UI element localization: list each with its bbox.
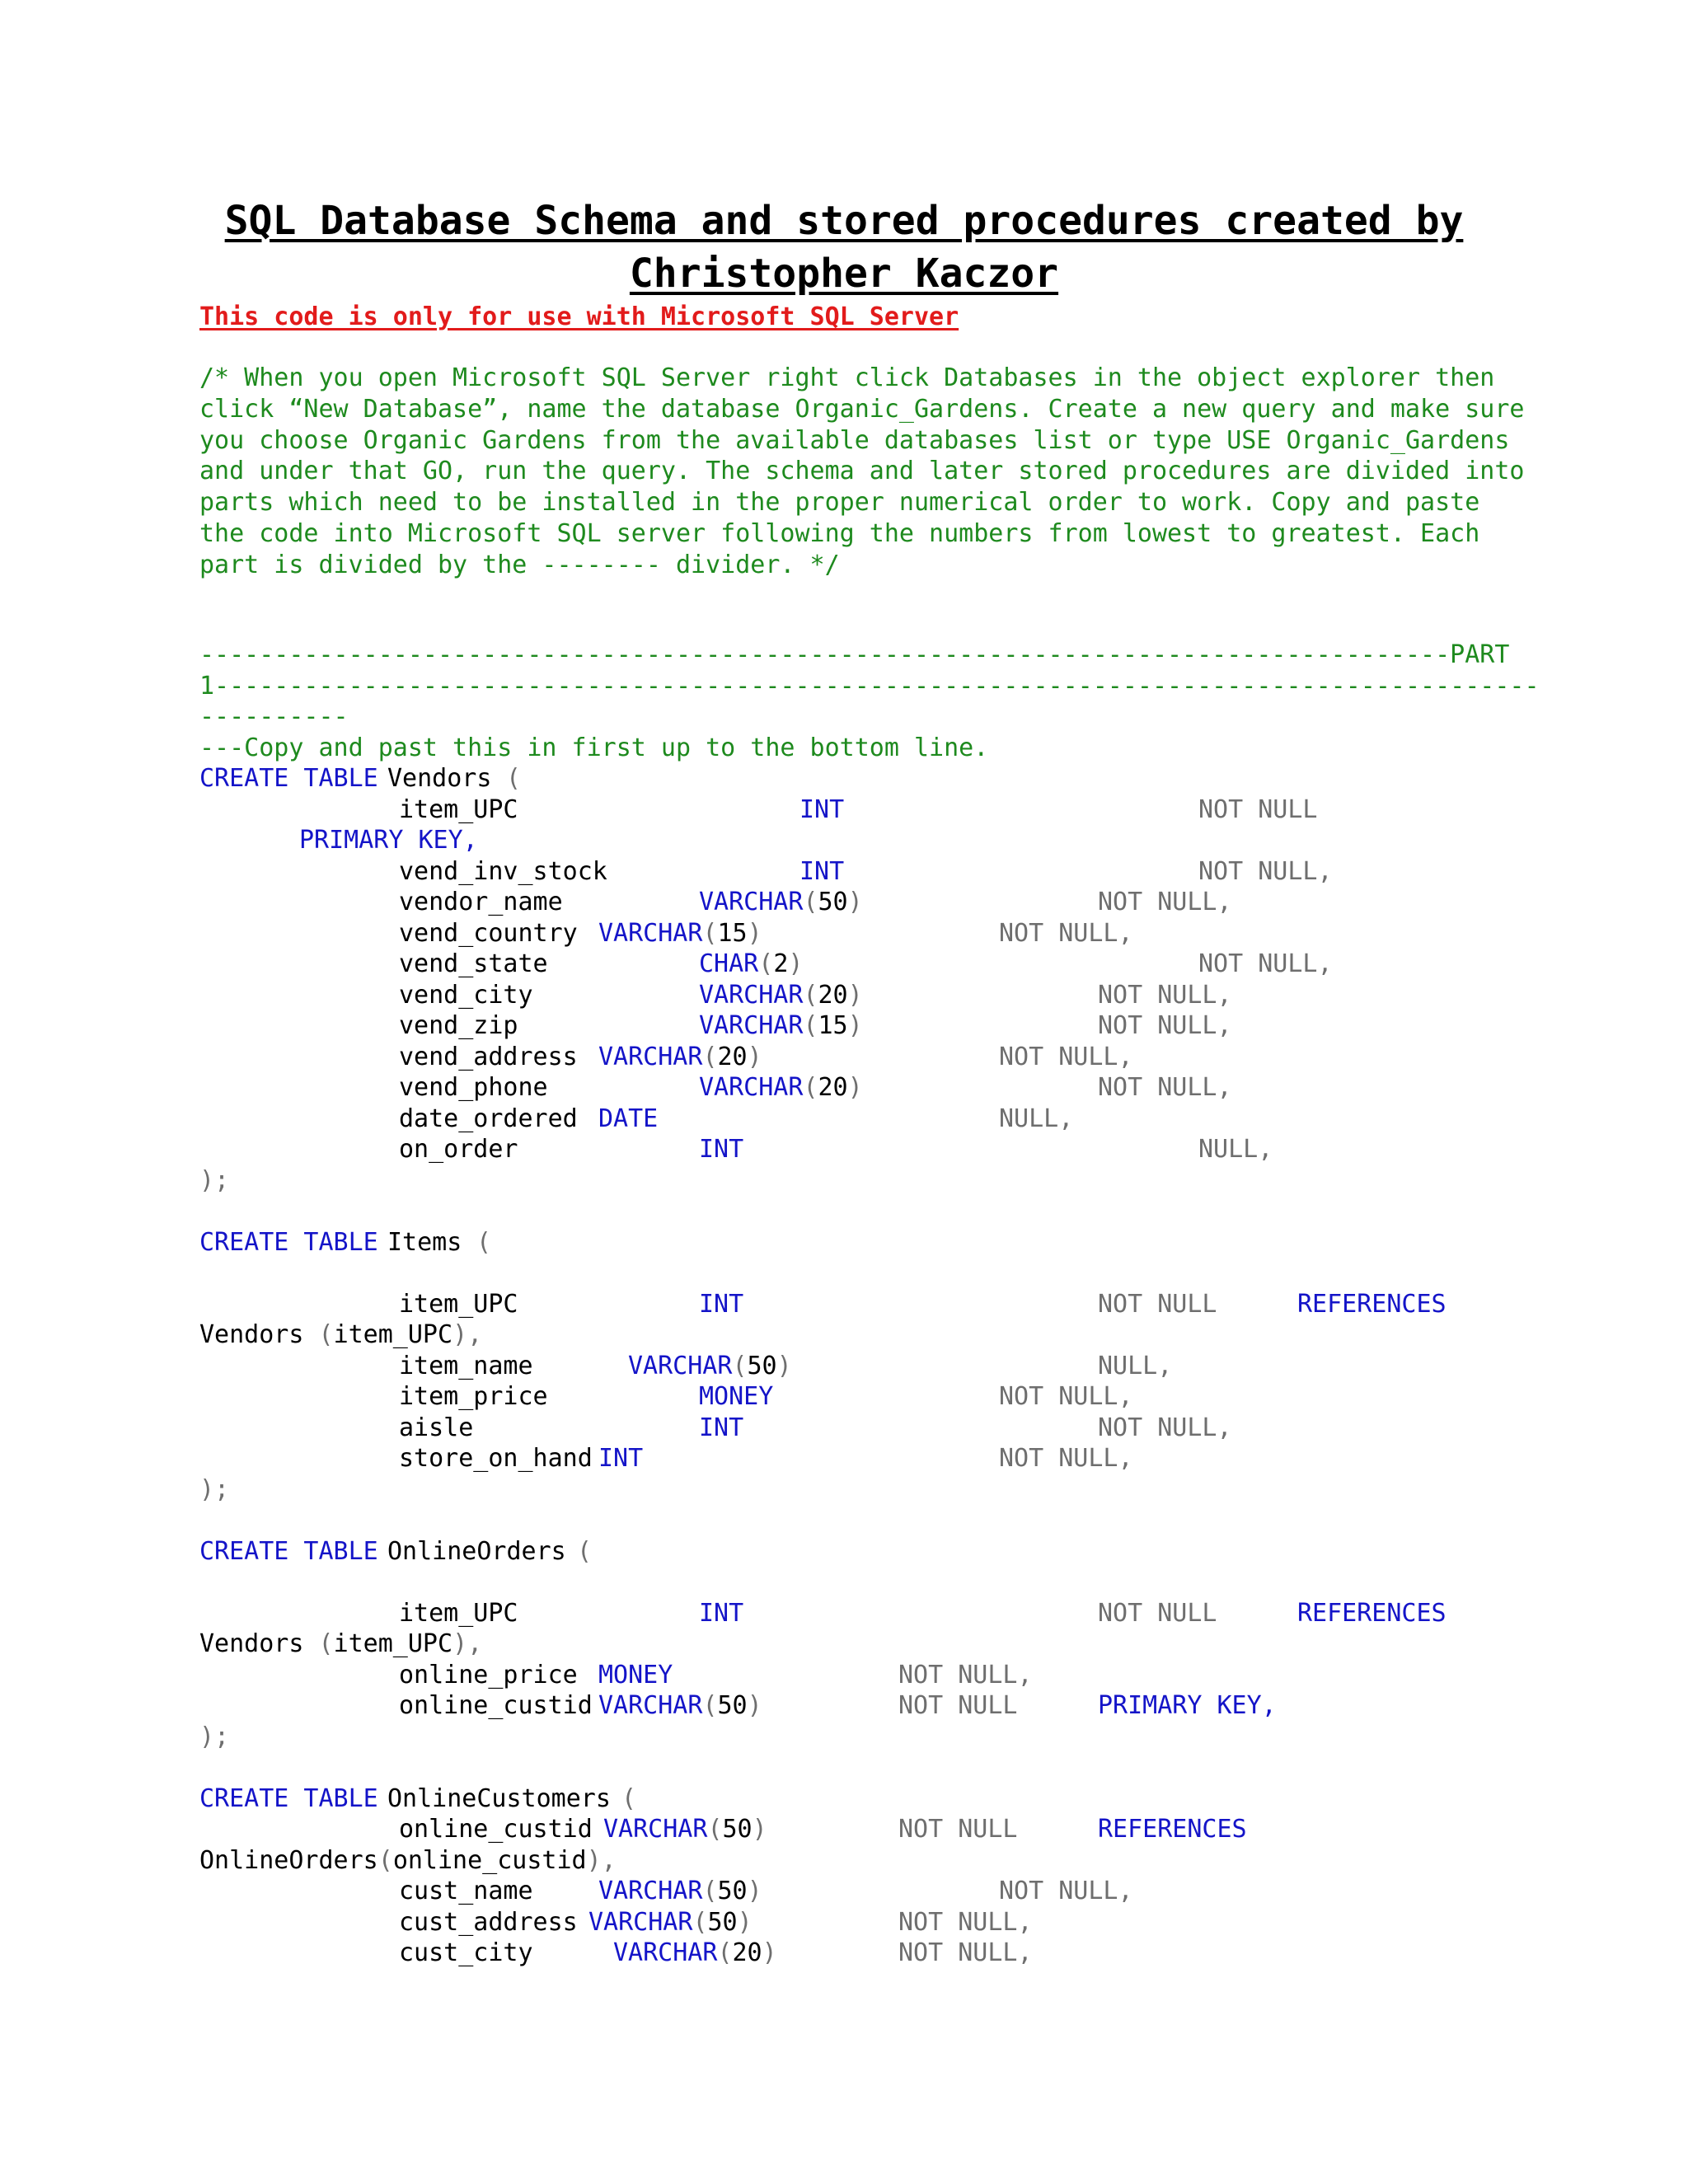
column-row: online_custid VARCHAR(50) NOT NULL REFERENCES (399, 1815, 1247, 1844)
column-row: item_name VARCHAR(50) NULL, (399, 1351, 1173, 1380)
column-name: vend_state (399, 949, 548, 978)
comment-line: /* When you open Microsoft SQL Server right click Databases in the object explorer then (199, 363, 1495, 392)
column-type: VARCHAR (699, 1073, 804, 1102)
column-type: VARCHAR (699, 888, 804, 916)
column-row (199, 1598, 1518, 1629)
column-name: online_custid (399, 1691, 593, 1720)
null-constraint: NOT NULL, (1198, 949, 1333, 978)
create-table-online-customers (199, 1783, 1518, 1815)
references-keyword: REFERENCES (1098, 1815, 1247, 1844)
column-name: vend_address (399, 1042, 578, 1071)
paren: ( (621, 1783, 637, 1813)
table-name: Vendors (387, 764, 492, 793)
part-divider: 1----------------------------------------------------------------------------------------- (199, 671, 1540, 701)
column-row: vend_phone VARCHAR(20) NOT NULL, (399, 1073, 1232, 1102)
null-constraint: NOT NULL, (999, 1042, 1133, 1071)
column-row: vend_state CHAR(2) NOT NULL, (399, 949, 1333, 978)
column-row (199, 1413, 1518, 1444)
column-name: item_price (399, 1382, 548, 1411)
keyword: CREATE TABLE (199, 1227, 378, 1257)
paren: ( (506, 764, 522, 793)
column-row (199, 1289, 1518, 1320)
keyword: CREATE TABLE (199, 764, 378, 793)
paren: ( (577, 1536, 593, 1566)
column-row (199, 794, 1518, 826)
column-name: item_UPC (399, 1598, 518, 1628)
part-divider: ---------- (199, 702, 349, 731)
table-name: OnlineOrders (387, 1536, 566, 1566)
column-row: Vendors (item_UPC), (199, 1320, 483, 1349)
column-row: cust_address VARCHAR(50) NOT NULL, (399, 1907, 1033, 1937)
comment-line: click “New Database”, name the database Organic_Gardens. Create a new query and make sure (199, 394, 1525, 424)
column-type: VARCHAR (598, 1691, 703, 1720)
column-name: vend_city (399, 980, 533, 1010)
create-table-online-orders (199, 1536, 1518, 1568)
column-row: vend_zip VARCHAR(15) NOT NULL, (399, 1011, 1232, 1040)
sql-code-block (199, 640, 1540, 1969)
primary-key: PRIMARY KEY, (1098, 1691, 1277, 1720)
reference-table: OnlineOrders (199, 1845, 378, 1875)
null-constraint: NOT NULL, (898, 1660, 1033, 1690)
column-row (199, 1134, 1518, 1165)
column-name: online_custid (399, 1815, 593, 1844)
null-constraint: NULL, (1198, 1135, 1273, 1164)
references-keyword: REFERENCES (1297, 1289, 1447, 1319)
column-name: vendor_name (399, 888, 563, 916)
column-type: VARCHAR (699, 1011, 804, 1040)
column-row (199, 1104, 1518, 1135)
column-name: item_name (399, 1351, 533, 1380)
column-type: INT (799, 794, 845, 824)
null-constraint: NOT NULL, (999, 1382, 1133, 1411)
null-constraint: NOT NULL, (1098, 980, 1232, 1010)
column-row: vend_country VARCHAR(15) NOT NULL, (399, 918, 1133, 948)
column-type: INT (699, 1135, 744, 1164)
null-constraint: NOT NULL, (999, 1877, 1133, 1905)
column-type: DATE (598, 1104, 659, 1133)
column-type: MONEY (598, 1660, 673, 1690)
column-row (199, 1381, 1518, 1413)
column-row (199, 1443, 1518, 1474)
reference-table: Vendors (199, 1629, 304, 1658)
null-constraint: NOT NULL (1198, 794, 1318, 824)
paren: ( (476, 1227, 492, 1257)
null-constraint: NOT NULL, (898, 1938, 1033, 1967)
comment-line: you choose Organic Gardens from the available databases list or type USE Organic_Gardens (199, 425, 1510, 455)
column-type: VARCHAR (613, 1938, 718, 1967)
column-type: VARCHAR (628, 1351, 733, 1380)
column-row: cust_name VARCHAR(50) NOT NULL, (399, 1877, 1133, 1905)
comment-line: the code into Microsoft SQL server following the numbers from lowest to greatest. Each (199, 518, 1480, 548)
null-constraint: NOT NULL (898, 1691, 1018, 1720)
column-row: OnlineOrders(online_custid), (199, 1845, 617, 1875)
primary-key: PRIMARY KEY, (299, 826, 478, 855)
column-type: MONEY (699, 1382, 774, 1411)
column-name: item_UPC (399, 1289, 518, 1319)
intro-comment (199, 363, 1525, 581)
table-name: OnlineCustomers (387, 1783, 611, 1813)
references-keyword: REFERENCES (1297, 1598, 1447, 1628)
null-constraint: NOT NULL, (1098, 1011, 1232, 1040)
create-table-items (199, 1227, 1518, 1258)
null-constraint: NOT NULL, (1198, 856, 1333, 886)
column-name: vend_zip (399, 1011, 518, 1040)
comment-line: parts which need to be installed in the proper numerical order to work. Copy and paste (199, 488, 1480, 518)
column-name: online_price (399, 1660, 578, 1690)
statement-end: ); (199, 1474, 230, 1504)
column-name: vend_phone (399, 1073, 548, 1102)
null-constraint: NOT NULL, (999, 1444, 1133, 1473)
column-type: INT (699, 1413, 744, 1442)
keyword: CREATE TABLE (199, 1783, 378, 1813)
null-constraint: NOT NULL (1098, 1289, 1217, 1319)
column-name: on_order (399, 1135, 518, 1164)
column-row: vend_city VARCHAR(20) NOT NULL, (399, 980, 1232, 1010)
column-row: online_custid VARCHAR(50) NOT NULL PRIMARY KEY, (399, 1691, 1277, 1720)
column-type: INT (699, 1289, 744, 1319)
create-table-vendors (199, 763, 1518, 794)
column-name: aisle (399, 1413, 474, 1442)
null-constraint: NOT NULL, (999, 918, 1133, 948)
table-name: Items (387, 1227, 462, 1257)
column-row (199, 856, 1518, 888)
title-line-2: Christopher Kaczor (629, 251, 1059, 297)
column-name: item_UPC (399, 794, 518, 824)
statement-end: ); (199, 1722, 230, 1751)
column-row (199, 825, 1518, 856)
column-type: INT (699, 1598, 744, 1628)
null-constraint: NOT NULL, (898, 1907, 1033, 1937)
column-type: VARCHAR (588, 1907, 693, 1937)
column-name: cust_name (399, 1877, 533, 1905)
column-type: VARCHAR (699, 980, 804, 1010)
column-row: Vendors (item_UPC), (199, 1629, 483, 1658)
column-row: vend_address VARCHAR(20) NOT NULL, (399, 1042, 1133, 1071)
column-name: cust_address (399, 1907, 578, 1937)
column-type: VARCHAR (598, 1877, 703, 1905)
column-name: date_ordered (399, 1104, 578, 1133)
column-name: vend_country (399, 918, 578, 948)
column-name: vend_inv_stock (399, 856, 607, 886)
null-constraint: NOT NULL, (1098, 888, 1232, 916)
title-line-1: SQL Database Schema and stored procedures created by (224, 198, 1464, 244)
column-type: VARCHAR (598, 918, 703, 948)
null-constraint: NULL, (1098, 1351, 1173, 1380)
null-constraint: NOT NULL, (1098, 1073, 1232, 1102)
comment-line: and under that GO, run the query. The schema and later stored procedures are divided into (199, 457, 1525, 486)
keyword: CREATE TABLE (199, 1536, 378, 1566)
column-name: cust_city (399, 1938, 533, 1967)
column-type: INT (799, 856, 845, 886)
part-divider: ------------------------------------------------------------------------------------PART (199, 640, 1510, 669)
null-constraint: NULL, (999, 1104, 1074, 1133)
comment-line: part is divided by the -------- divider. */ (199, 550, 840, 579)
null-constraint: NOT NULL (898, 1815, 1018, 1844)
reference-table: Vendors (199, 1320, 304, 1349)
column-type: INT (598, 1444, 644, 1473)
copy-instruction: ---Copy and past this in first up to the bottom line. (199, 733, 989, 762)
column-type: CHAR (699, 949, 759, 978)
column-type: VARCHAR (598, 1042, 703, 1071)
null-constraint: NOT NULL (1098, 1598, 1217, 1628)
statement-end: ); (199, 1165, 230, 1195)
sql-server-warning: This code is only for use with Microsoft SQL Server (199, 302, 959, 331)
column-row: cust_city VARCHAR(20) NOT NULL, (399, 1938, 1033, 1967)
null-constraint: NOT NULL, (1098, 1413, 1232, 1442)
document-title (165, 194, 1523, 300)
column-type: VARCHAR (603, 1815, 708, 1844)
column-name: store_on_hand (399, 1444, 593, 1473)
column-row (199, 1660, 1518, 1691)
column-row: vendor_name VARCHAR(50) NOT NULL, (399, 888, 1232, 916)
